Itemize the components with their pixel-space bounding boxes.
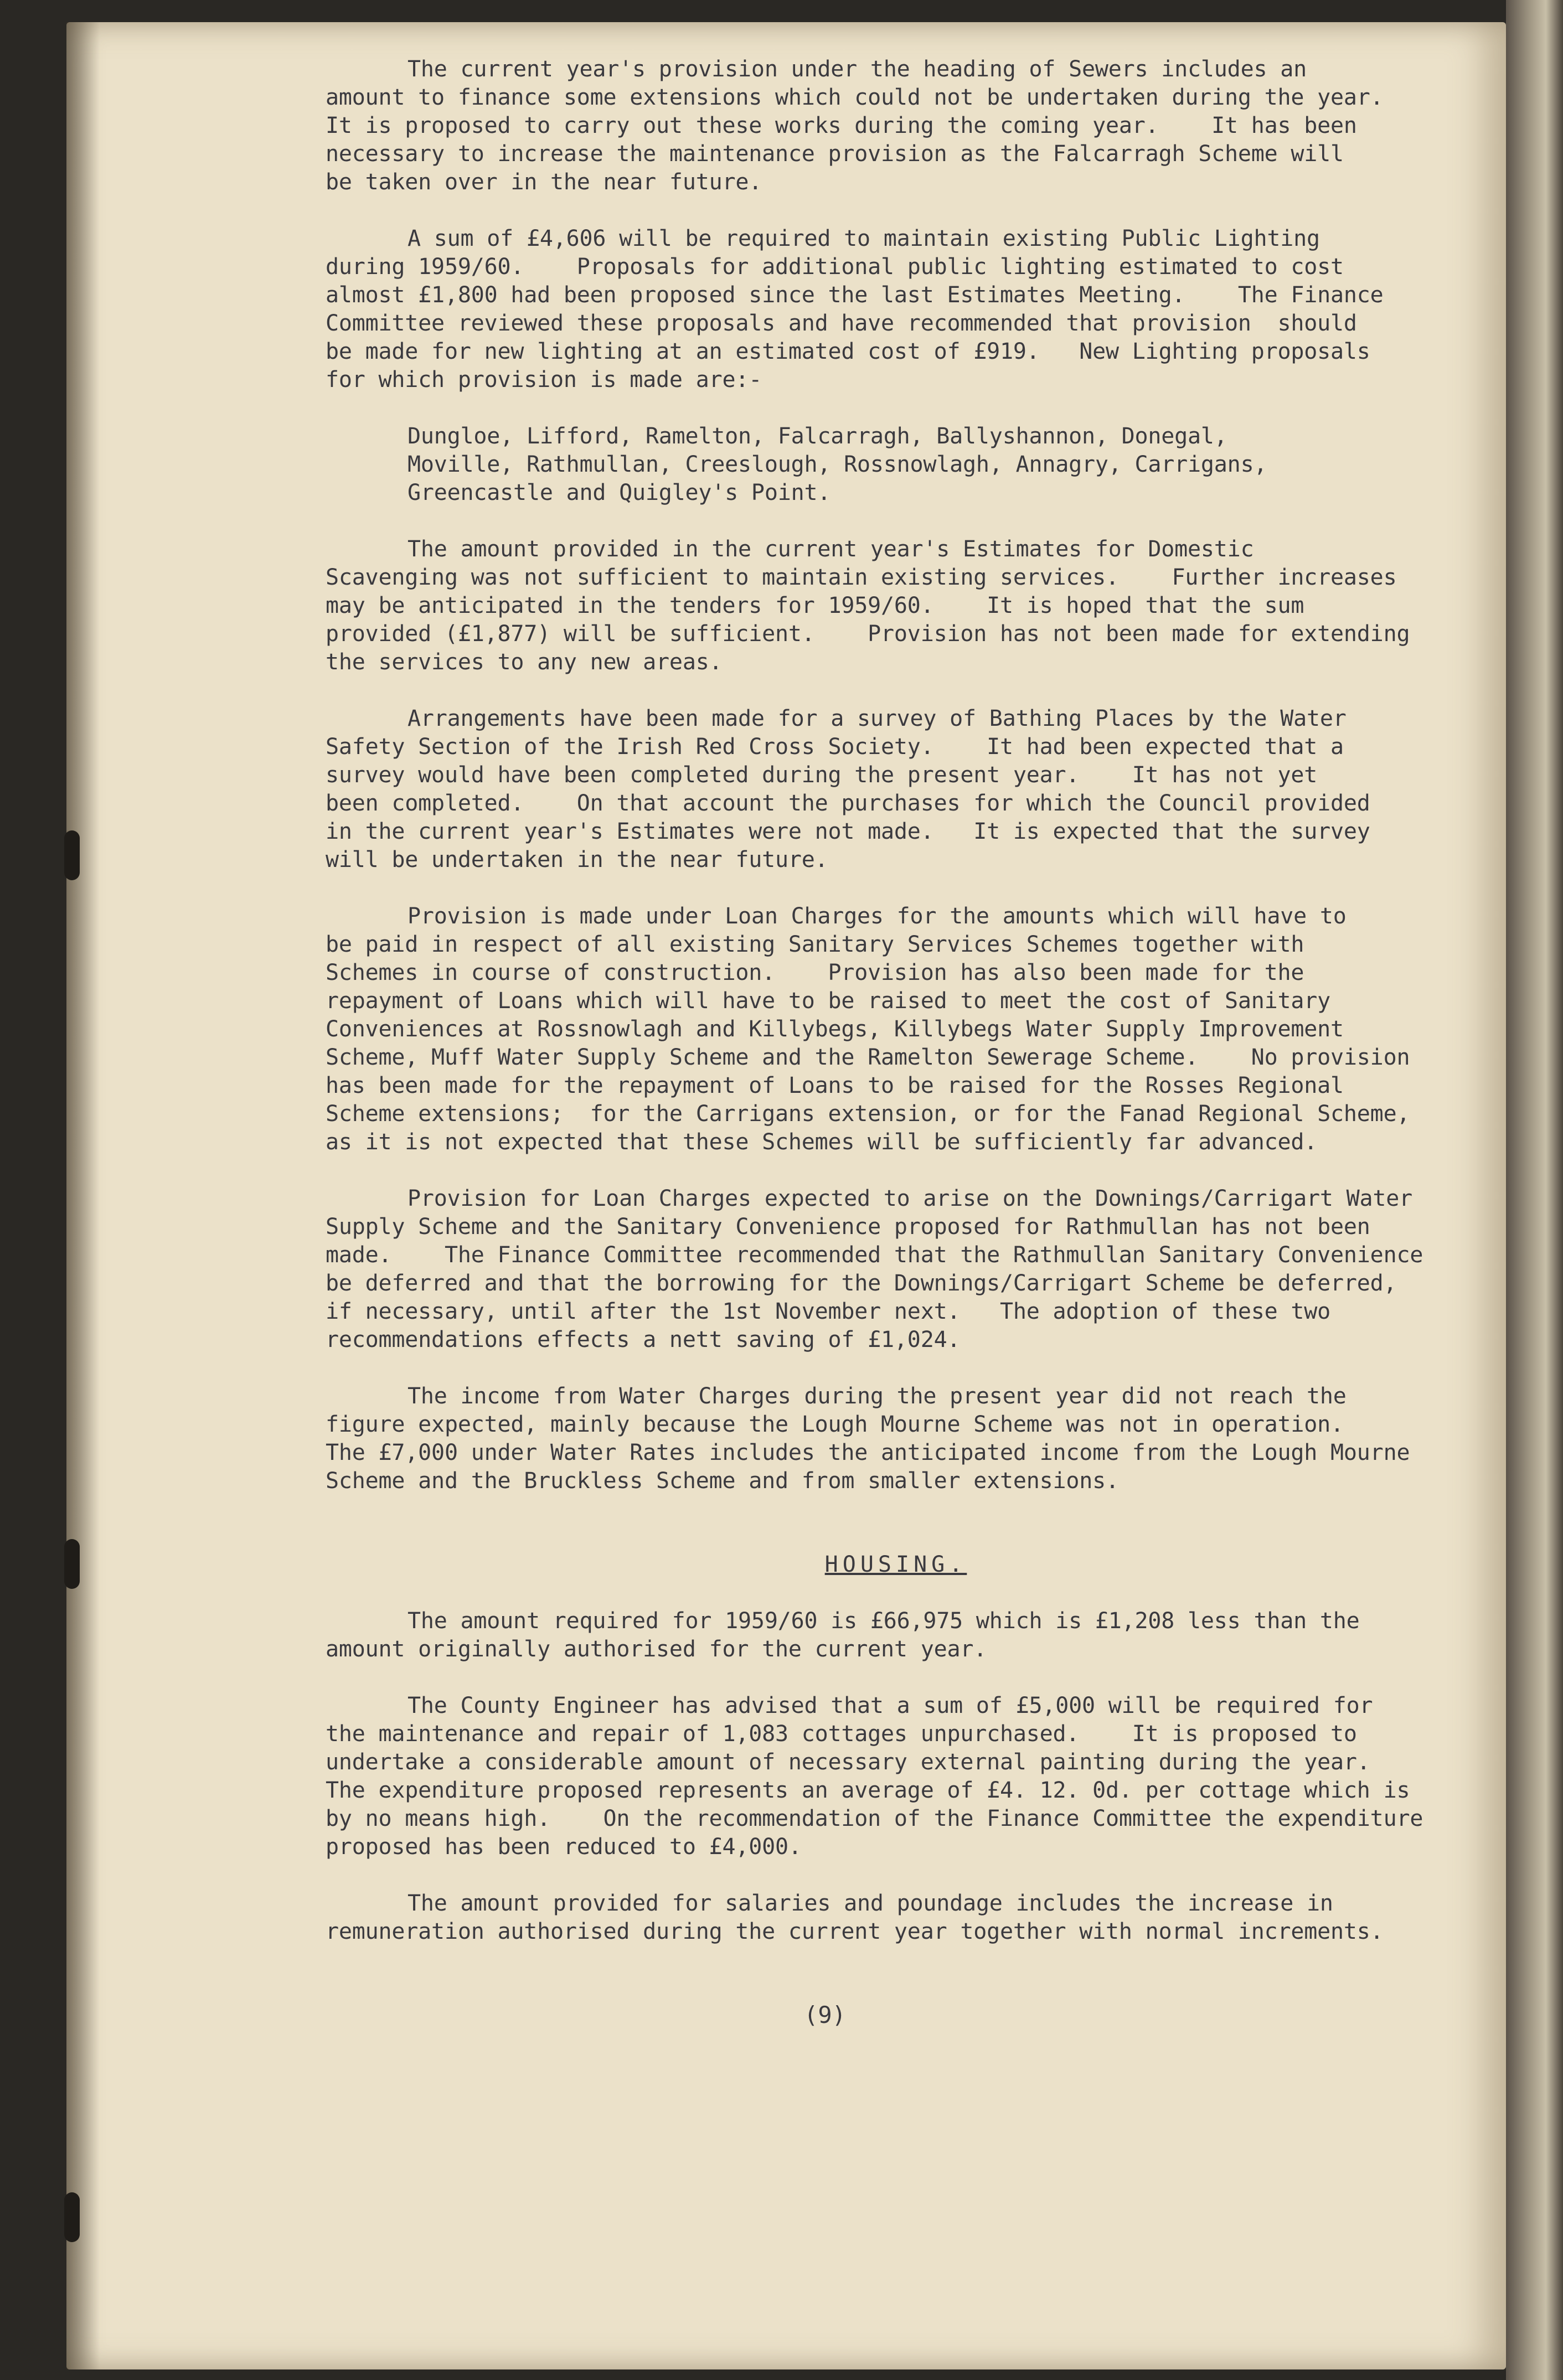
text-line: The income from Water Charges during the present year did not reach the [407, 1383, 1347, 1409]
text-line: Scavenging was not sufficient to maintain existing services. Further increases [326, 565, 1397, 590]
text-line: has been made for the repayment of Loans to be raised for the Rosses Regional [326, 1073, 1344, 1098]
binding-shadow [66, 22, 100, 2369]
text-line: Moville, Rathmullan, Creeslough, Rossnowlagh, Annagry, Carrigans, [407, 452, 1267, 477]
text-line: provided (£1,877) will be sufficient. Provision has not been made for extending [326, 621, 1410, 647]
text-line: made. The Finance Committee recommended that the Rathmullan Sanitary Convenience [326, 1242, 1423, 1268]
page-number: (9) [804, 2001, 846, 2028]
text-line: A sum of £4,606 will be required to maintain existing Public Lighting [407, 226, 1320, 251]
text-line: Provision for Loan Charges expected to arise on the Downings/Carrigart Water [407, 1186, 1413, 1211]
text-line: for which provision is made are:- [326, 367, 762, 393]
paragraph-public-lighting [326, 225, 1466, 394]
page-edge [1506, 0, 1563, 2380]
text-line: The County Engineer has advised that a sum of £5,000 will be required for [407, 1693, 1373, 1718]
text-line: may be anticipated in the tenders for 1959/60. It is hoped that the sum [326, 593, 1304, 618]
text-line: Arrangements have been made for a survey of Bathing Places by the Water [407, 706, 1347, 731]
text-line: Dungloe, Lifford, Ramelton, Falcarragh, Ballyshannon, Donegal, [407, 424, 1227, 449]
text-line: will be undertaken in the near future. [326, 847, 828, 873]
document-body [326, 55, 1466, 1974]
text-line: as it is not expected that these Schemes will be sufficiently far advanced. [326, 1129, 1318, 1155]
paragraph-water-charges [326, 1382, 1466, 1495]
text-line: Greencastle and Quigley's Point. [407, 480, 831, 505]
binding-hole [64, 1539, 80, 1589]
paragraph-loan-charges [326, 902, 1466, 1157]
text-line: The expenditure proposed represents an average of £4. 12. 0d. per cottage which is [326, 1778, 1410, 1803]
text-line: amount originally authorised for the current year. [326, 1636, 987, 1662]
text-line: be deferred and that the borrowing for the Downings/Carrigart Scheme be deferred, [326, 1271, 1397, 1296]
paragraph-sewers [326, 55, 1466, 197]
text-line: The amount provided for salaries and poundage includes the increase in [407, 1891, 1333, 1916]
paragraph-salaries [326, 1889, 1466, 1946]
paragraph-bathing-places [326, 705, 1466, 874]
text-line: figure expected, mainly because the Lough Mourne Scheme was not in operation. [326, 1412, 1344, 1437]
text-line: Safety Section of the Irish Red Cross Society. It had been expected that a [326, 734, 1344, 760]
lighting-places-list [407, 422, 1466, 507]
text-line: Scheme, Muff Water Supply Scheme and the Ramelton Sewerage Scheme. No provision [326, 1045, 1410, 1070]
text-line: Conveniences at Rossnowlagh and Killybegs, Killybegs Water Supply Improvement [326, 1016, 1344, 1042]
text-line: in the current year's Estimates were not made. It is expected that the survey [326, 819, 1370, 844]
text-line: been completed. On that account the purchases for which the Council provided [326, 791, 1370, 816]
text-line: Committee reviewed these proposals and have recommended that provision should [326, 311, 1357, 336]
text-line: The amount provided in the current year's Estimates for Domestic [407, 536, 1254, 562]
text-line: The £7,000 under Water Rates includes the anticipated income from the Lough Mourne [326, 1440, 1410, 1465]
text-line: be paid in respect of all existing Sanitary Services Schemes together with [326, 932, 1304, 957]
paragraph-housing-amount [326, 1607, 1466, 1664]
paragraph-downings-carrigart [326, 1185, 1466, 1354]
text-line: The amount required for 1959/60 is £66,975 which is £1,208 less than the [407, 1608, 1360, 1634]
text-line: by no means high. On the recommendation of the Finance Committee the expenditure [326, 1806, 1423, 1831]
text-line: be taken over in the near future. [326, 169, 762, 195]
paragraph-scavenging [326, 535, 1466, 677]
text-line: be made for new lighting at an estimated cost of £919. New Lighting proposals [326, 339, 1370, 364]
text-line: It is proposed to carry out these works during the coming year. It has been [326, 113, 1357, 138]
text-line: Scheme and the Bruckless Scheme and from smaller extensions. [326, 1468, 1119, 1494]
paragraph-cottage-maintenance [326, 1692, 1466, 1861]
text-line: if necessary, until after the 1st November next. The adoption of these two [326, 1299, 1331, 1324]
binding-hole [64, 830, 80, 880]
text-line: survey would have been completed during the present year. It has not yet [326, 762, 1318, 788]
text-line: Scheme extensions; for the Carrigans extension, or for the Fanad Regional Scheme, [326, 1101, 1410, 1127]
text-line: necessary to increase the maintenance provision as the Falcarragh Scheme will [326, 141, 1344, 167]
text-line: remuneration authorised during the current year together with normal increments. [326, 1919, 1384, 1944]
text-line: Schemes in course of construction. Provision has also been made for the [326, 960, 1304, 985]
text-line: The current year's provision under the heading of Sewers includes an [407, 56, 1307, 82]
text-line: during 1959/60. Proposals for additional public lighting estimated to cost [326, 254, 1344, 280]
binding-hole [64, 2192, 80, 2242]
text-line: Supply Scheme and the Sanitary Convenience proposed for Rathmullan has not been [326, 1214, 1370, 1240]
text-line: proposed has been reduced to £4,000. [326, 1834, 802, 1860]
section-heading-housing: HOUSING. [824, 1552, 967, 1577]
text-line: the maintenance and repair of 1,083 cottages unpurchased. It is proposed to [326, 1721, 1357, 1747]
text-line: almost £1,800 had been proposed since the last Estimates Meeting. The Finance [326, 282, 1384, 308]
text-line: repayment of Loans which will have to be raised to meet the cost of Sanitary [326, 988, 1331, 1014]
text-line: amount to finance some extensions which could not be undertaken during the year. [326, 85, 1384, 110]
text-line: recommendations effects a nett saving of £1,024. [326, 1327, 961, 1352]
text-line: the services to any new areas. [326, 649, 723, 675]
text-line: undertake a considerable amount of necessary external painting during the year. [326, 1749, 1370, 1775]
text-line: Provision is made under Loan Charges for the amounts which will have to [407, 904, 1347, 929]
